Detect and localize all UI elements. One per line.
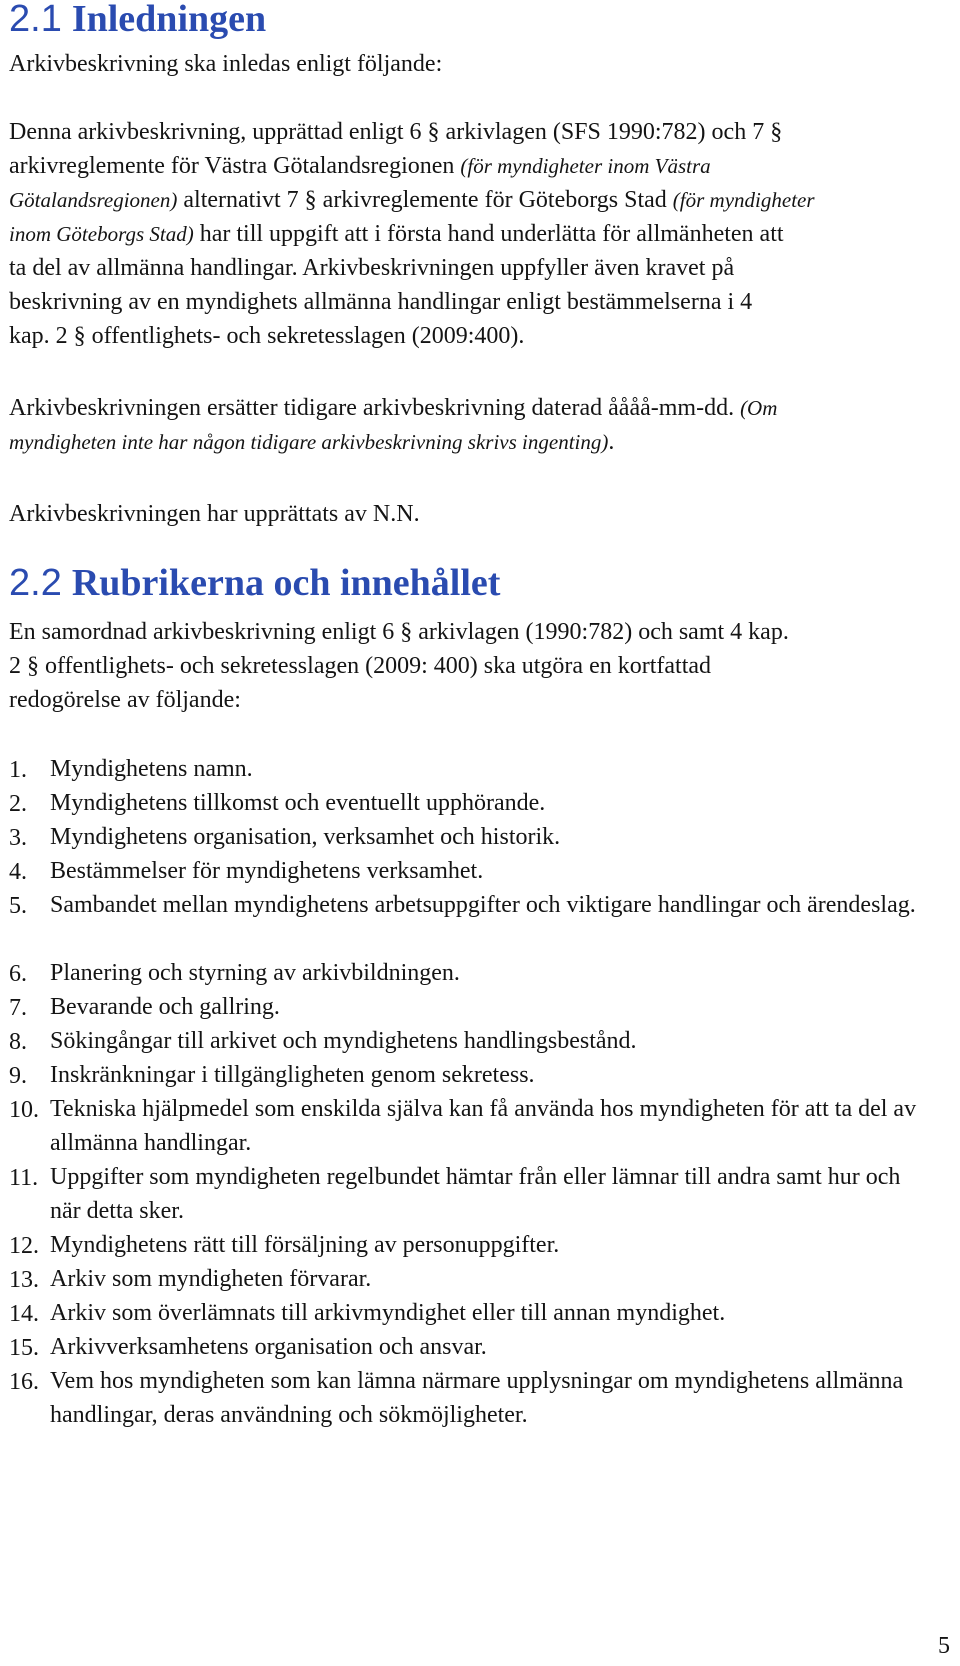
- list-item-text: Myndighetens tillkomst och eventuellt upphörande.: [50, 790, 546, 816]
- paragraph-text: .: [608, 429, 615, 455]
- page-number: 5: [938, 1633, 950, 1659]
- paragraph-line: En samordnad arkivbeskrivning enligt 6 § arkivlagen (1990:782) och samt 4 kap.: [9, 619, 789, 645]
- list-item-number: 10.: [9, 1097, 39, 1123]
- list-item-text: Bestämmelser för myndighetens verksamhet.: [50, 858, 484, 884]
- paragraph-line: [9, 222, 784, 246]
- list-item-text: Myndighetens rätt till försäljning av personuppgifter.: [50, 1232, 560, 1258]
- section-intro: Arkivbeskrivning ska inledas enligt följande:: [9, 51, 443, 77]
- section-heading-inledningen: [9, 0, 266, 38]
- list-item-text: Sambandet mellan myndighetens arbetsuppgifter och viktigare handlingar och ärendeslag.: [50, 892, 916, 918]
- paragraph-line: [9, 396, 777, 420]
- section-title: Inledningen: [71, 0, 267, 40]
- paragraph-italic-note: myndigheten inte har någon tidigare arkivbeskrivning skrivs ingenting): [9, 430, 609, 454]
- paragraph-italic-note: (Om: [740, 396, 778, 420]
- paragraph-line: redogörelse av följande:: [9, 687, 241, 713]
- list-item-number: 9.: [9, 1063, 27, 1089]
- list-item-text: Inskränkningar i tillgängligheten genom sekretess.: [50, 1062, 535, 1088]
- list-item-text: Tekniska hjälpmedel som enskilda själva kan få använda hos myndigheten för att ta del av allmänna handlingar.: [50, 1096, 917, 1156]
- list-item-text: Myndighetens namn.: [50, 756, 253, 782]
- section-heading-rubrikerna: [9, 564, 500, 602]
- list-item-number: 3.: [9, 825, 27, 851]
- list-item-number: 6.: [9, 961, 27, 987]
- list-item-number: 4.: [9, 859, 27, 885]
- paragraph-line: beskrivning av en myndighets allmänna handlingar enligt bestämmelserna i 4: [9, 289, 753, 315]
- list-item-text: Planering och styrning av arkivbildningen.: [50, 960, 460, 986]
- list-item-number: 12.: [9, 1233, 39, 1259]
- section-title: Rubrikerna och innehållet: [71, 562, 501, 604]
- paragraph-text: alternativt 7 § arkivreglemente för Göteborgs Stad: [177, 187, 673, 213]
- paragraph-line: Denna arkivbeskrivning, upprättad enligt 6 § arkivlagen (SFS 1990:782) och 7 §: [9, 119, 783, 145]
- list-item-number: 15.: [9, 1335, 39, 1361]
- list-item-number: 14.: [9, 1301, 39, 1327]
- paragraph-text: Arkivbeskrivningen ersätter tidigare arkivbeskrivning daterad åååå-mm-dd.: [9, 395, 741, 421]
- paragraph-italic-note: (för myndigheter inom Västra: [460, 154, 711, 178]
- list-item-text: Vem hos myndigheten som kan lämna närmare upplysningar om myndighetens allmänna handlingar, deras användning och sökmöjligheter.: [50, 1368, 904, 1428]
- list-item-number: 7.: [9, 995, 27, 1021]
- list-item-number: 5.: [9, 893, 27, 919]
- paragraph-line: ta del av allmänna handlingar. Arkivbeskrivningen uppfyller även kravet på: [9, 255, 735, 281]
- paragraph-line: [9, 154, 711, 178]
- paragraph-line: [9, 430, 614, 454]
- paragraph-italic-note: inom Göteborgs Stad): [9, 222, 194, 246]
- list-item-number: 1.: [9, 757, 27, 783]
- list-item-text: Arkiv som överlämnats till arkivmyndighet eller till annan myndighet.: [50, 1300, 726, 1326]
- list-item-number: 2.: [9, 791, 27, 817]
- paragraph-line: Arkivbeskrivningen har upprättats av N.N.: [9, 501, 420, 527]
- list-item-number: 11.: [9, 1165, 39, 1191]
- paragraph-line: 2 § offentlighets- och sekretesslagen (2009: 400) ska utgöra en kortfattad: [9, 653, 712, 679]
- list-item-text: Sökingångar till arkivet och myndighetens handlingsbestånd.: [50, 1028, 637, 1054]
- paragraph-text: arkivreglemente för Västra Götalandsregionen: [9, 153, 461, 179]
- list-item-text: Myndighetens organisation, verksamhet och historik.: [50, 824, 561, 850]
- list-item-text: Arkiv som myndigheten förvarar.: [50, 1266, 372, 1292]
- paragraph-line: kap. 2 § offentlighets- och sekretesslagen (2009:400).: [9, 323, 525, 349]
- paragraph-text: har till uppgift att i första hand underlätta för allmänheten att: [193, 221, 784, 247]
- paragraph-italic-note: Götalandsregionen): [9, 188, 178, 212]
- paragraph-italic-note: (för myndigheter: [672, 188, 815, 212]
- list-item-number: 13.: [9, 1267, 39, 1293]
- section-number: 2.2: [9, 562, 62, 604]
- list-item-text: Uppgifter som myndigheten regelbundet hämtar från eller lämnar till andra samt hur och när detta sker.: [50, 1164, 901, 1224]
- list-item-number: 16.: [9, 1369, 39, 1395]
- paragraph-line: [9, 188, 815, 212]
- section-number: 2.1: [9, 0, 62, 40]
- list-item-number: 8.: [9, 1029, 27, 1055]
- list-item-text: Arkivverksamhetens organisation och ansvar.: [50, 1334, 487, 1360]
- list-item-text: Bevarande och gallring.: [50, 994, 280, 1020]
